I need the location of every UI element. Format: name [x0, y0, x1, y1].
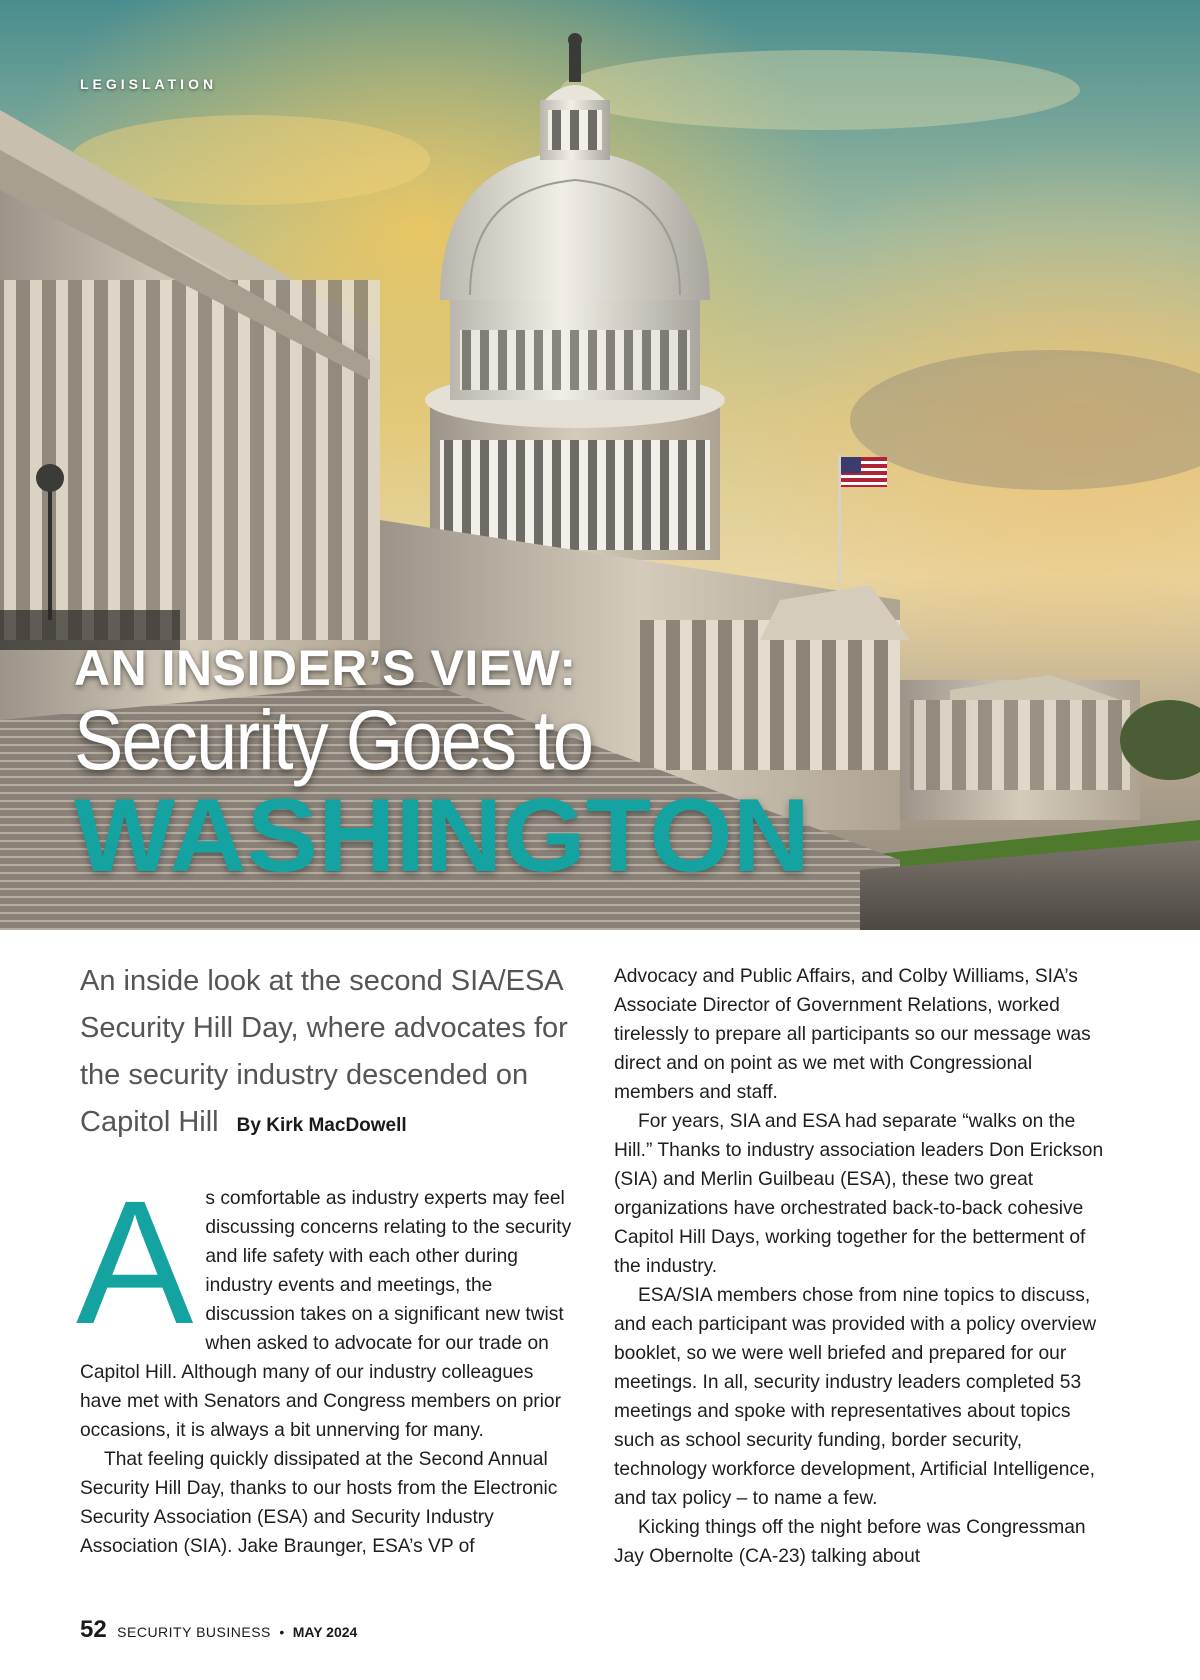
paragraph: Kicking things off the night before was Congressman Jay Obernolte (CA-23) talking about — [614, 1517, 1086, 1567]
deck-text: An inside look at the second SIA/ESA Security Hill Day, where advocates for the security industry descended on Capitol Hill — [80, 965, 568, 1138]
paragraph-text: s comfortable as industry experts may feel discussing concerns relating to the security and life safety with each other during industry events and meetings, the discussion takes on a significant new twist when asked to advocate for our trade on Capitol Hill. Although many of our industry colleagues have met with Senators and Congress members on prior occasions, it is always a bit unnerving for many. — [80, 1188, 572, 1441]
paragraph: Advocacy and Public Affairs, and Colby Williams, SIA’s Associate Director of Government Relations, worked tirelessly to prepare all participants so our message was direct and on point as we met with Congressional members and staff. — [614, 966, 1091, 1103]
paragraph: For years, SIA and ESA had separate “walks on the Hill.” Thanks to industry association leaders Don Erickson (SIA) and Merlin Guilbeau (ESA), these two great organizations have orchestrated back-to-back cohesive Capitol Hill Days, working together for the betterment of the industry. — [614, 1111, 1104, 1277]
section-label: LEGISLATION — [80, 76, 218, 92]
article-deck — [80, 958, 600, 1149]
byline: By Kirk MacDowell — [236, 1115, 407, 1136]
publication-name: SECURITY BUSINESS — [117, 1624, 271, 1640]
page-number: 52 — [80, 1616, 107, 1643]
footer-separator: • — [279, 1624, 285, 1640]
paragraph — [76, 1165, 580, 1445]
headline-line-2: Security Goes to — [74, 693, 593, 787]
body-column-left — [76, 1165, 580, 1561]
paragraph: ESA/SIA members chose from nine topics to discuss, and each participant was provided with a policy overview booklet, so we were well briefed and prepared for our meetings. In all, security industry leaders completed 53 meetings and spoke with representatives about topics such as school security funding, border security, technology workforce development, Artificial Intelligence, and tax policy – to name a few. — [614, 1285, 1097, 1509]
headline-line-1: AN INSIDER’S VIEW: — [74, 640, 577, 696]
drop-cap: A — [76, 1165, 194, 1361]
body-column-right — [614, 962, 1114, 1571]
page-footer — [80, 1616, 357, 1644]
paragraph: That feeling quickly dissipated at the Second Annual Security Hill Day, thanks to our hosts from the Electronic Security Association (ESA) and Security Industry Association (SIA). Jake Braunger, ESA’s VP of — [80, 1449, 558, 1557]
headline — [74, 640, 810, 894]
issue-date: MAY 2024 — [292, 1624, 358, 1640]
headline-line-3: WASHINGTON — [74, 778, 810, 894]
